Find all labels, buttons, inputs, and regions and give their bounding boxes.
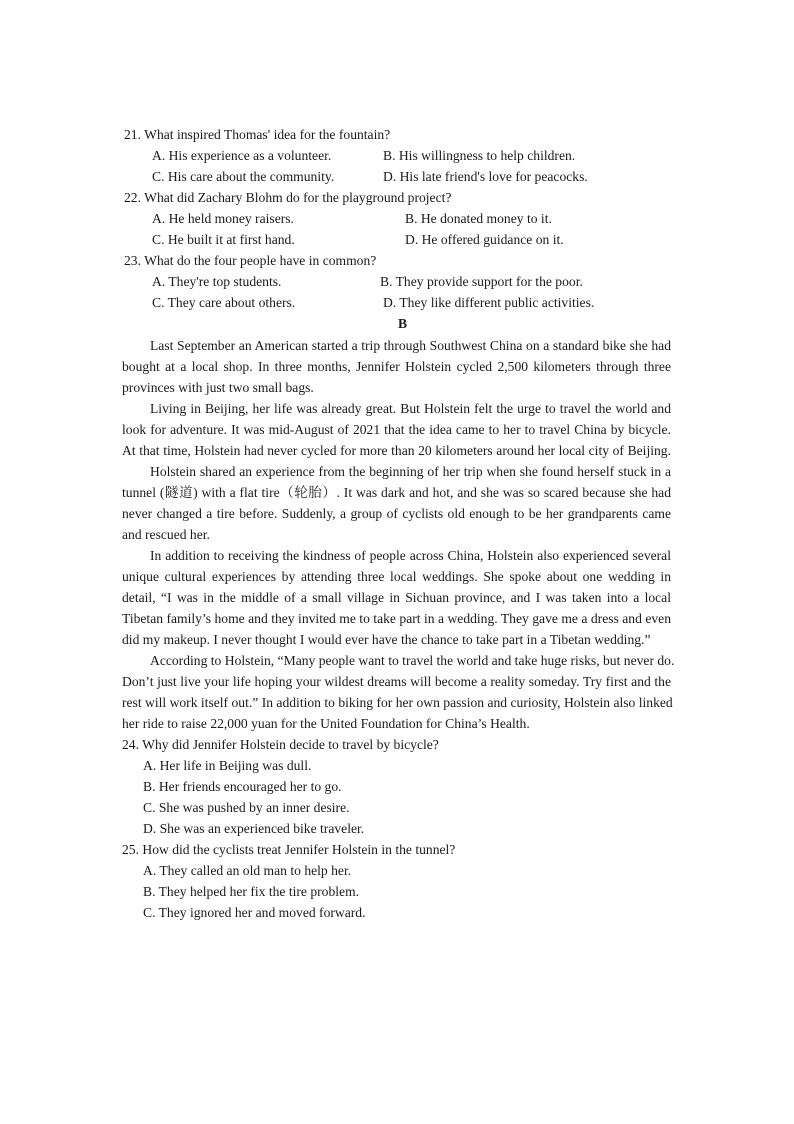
passage-line: Tibetan family’s home and they invited me to take part in a wedding. They gave me a dress and even <box>122 611 671 626</box>
passage-line: never changed a tire before. Suddenly, a group of cyclists old enough to be her grandparents came <box>122 506 671 521</box>
passage-line: Don’t just live your life hoping your wildest dreams will become a reality someday. Try first and the <box>122 674 671 689</box>
passage-line: provinces with just two small bags. <box>122 380 314 395</box>
question-23-option-d: D. They like different public activities. <box>383 295 595 310</box>
question-23-option-c: C. They care about others. <box>152 295 296 310</box>
question-24-option-b: B. Her friends encouraged her to go. <box>143 779 342 794</box>
question-22-option-c: C. He built it at first hand. <box>152 232 295 247</box>
question-25-option-c: C. They ignored her and moved forward. <box>143 905 366 920</box>
question-21-option-d: D. His late friend's love for peacocks. <box>383 169 588 184</box>
passage-line: Holstein shared an experience from the beginning of her trip when she found herself stuck in a <box>150 464 671 479</box>
question-21-option-c: C. His care about the community. <box>152 169 335 184</box>
question-21-option-a: A. His experience as a volunteer. <box>152 148 332 163</box>
question-21-option-b: B. His willingness to help children. <box>383 148 576 163</box>
question-22-option-d: D. He offered guidance on it. <box>405 232 564 247</box>
passage-line: tunnel (隧道) with a flat tire（轮胎）. It was dark and hot, and she was so scared because she had <box>122 485 671 500</box>
question-25-stem: 25. How did the cyclists treat Jennifer Holstein in the tunnel? <box>122 842 456 857</box>
passage-line: According to Holstein, “Many people want to travel the world and take huge risks, but never do. <box>150 653 675 668</box>
question-23-option-b: B. They provide support for the poor. <box>380 274 583 289</box>
passage-line: detail, “I was in the middle of a small village in Sichuan province, and I was taken into a local <box>122 590 671 605</box>
question-25-option-a: A. They called an old man to help her. <box>143 863 352 878</box>
question-24-stem: 24. Why did Jennifer Holstein decide to travel by bicycle? <box>122 737 439 752</box>
passage-line: and rescued her. <box>122 527 210 542</box>
passage-line: In addition to receiving the kindness of people across China, Holstein also experienced several <box>150 548 671 563</box>
passage-line: Living in Beijing, her life was already great. But Holstein felt the urge to travel the world and <box>150 401 671 416</box>
question-24-option-c: C. She was pushed by an inner desire. <box>143 800 350 815</box>
question-24-option-a: A. Her life in Beijing was dull. <box>143 758 312 773</box>
question-22-option-b: B. He donated money to it. <box>405 211 552 226</box>
question-22-option-a: A. He held money raisers. <box>152 211 294 226</box>
passage-line: her ride to raise 22,000 yuan for the United Foundation for China’s Health. <box>122 716 530 731</box>
question-24-option-d: D. She was an experienced bike traveler. <box>143 821 365 836</box>
section-label: B <box>398 316 408 331</box>
passage-line: unique cultural experiences by attending three local weddings. She spoke about one wedding in <box>122 569 671 584</box>
passage-line: bought at a local shop. In three months, Jennifer Holstein cycled 2,500 kilometers through three <box>122 359 671 374</box>
passage-line: look for adventure. It was mid-August of 2021 that the idea came to her to travel China by bicycle. <box>122 422 671 437</box>
question-25-option-b: B. They helped her fix the tire problem. <box>143 884 360 899</box>
question-21-stem: 21. What inspired Thomas' idea for the fountain? <box>124 127 391 142</box>
passage-line: At that time, Holstein had never cycled for more than 20 kilometers around her local city of Beijing. <box>122 443 671 458</box>
passage-line: Last September an American started a trip through Southwest China on a standard bike she had <box>150 338 671 353</box>
passage-line: did my makeup. I never thought I would ever have the chance to take part in a Tibetan wedding.” <box>122 632 651 647</box>
passage-line: rest will work itself out.” In addition to biking for her own passion and curiosity, Holstein also linked <box>122 695 673 710</box>
question-23-stem: 23. What do the four people have in common? <box>124 253 377 268</box>
question-23-option-a: A. They're top students. <box>152 274 282 289</box>
question-22-stem: 22. What did Zachary Blohm do for the playground project? <box>124 190 452 205</box>
